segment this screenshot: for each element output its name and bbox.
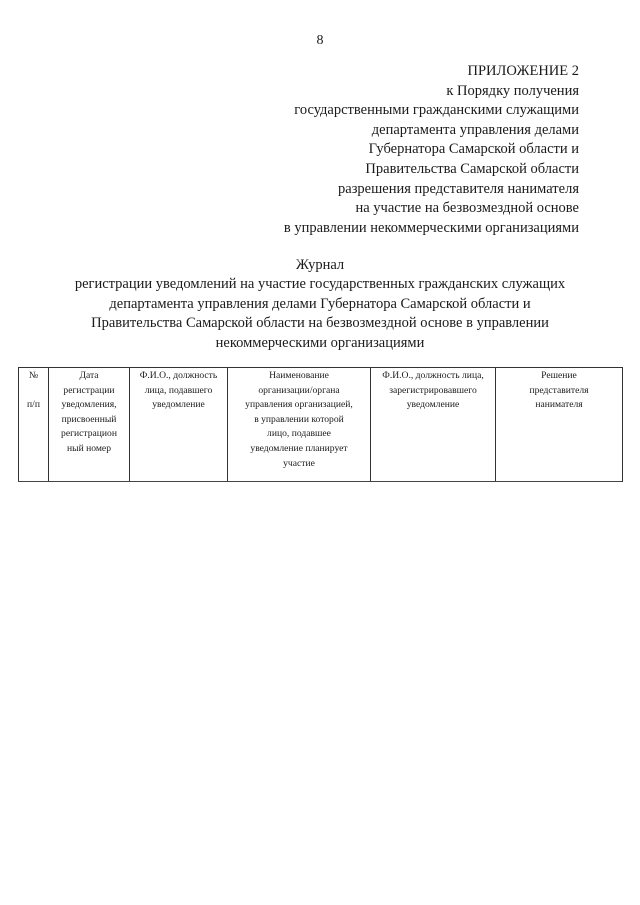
- appendix-line: разрешения представителя нанимателя: [338, 180, 579, 197]
- journal-title: Журнал: [295, 257, 345, 273]
- journal-subtitle-line: регистрации уведомлений на участие государственных гражданских служащих: [74, 276, 566, 293]
- column-header-organization: Наименование организации/органа управления организацией, в управлении которой лицо, подавшее уведомление планирует участие: [228, 368, 371, 482]
- table-bottom-rule: [18, 481, 622, 482]
- journal-subtitle-line: Правительства Самарской области на безвозмездной основе в управлении: [91, 315, 549, 332]
- column-header-registrar: Ф.И.О., должность лица, зарегистрировавшего уведомление: [371, 368, 496, 482]
- appendix-line: Правительства Самарской области: [365, 160, 579, 177]
- appendix-line: департамента управления делами: [371, 121, 579, 138]
- journal-subtitle-line: департамента управления делами Губернатора Самарской области и: [109, 295, 531, 312]
- appendix-block: [284, 62, 579, 238]
- column-header-decision: Решение представителя нанимателя: [496, 368, 623, 482]
- page-number: 8: [316, 33, 324, 48]
- table-header-row: [19, 368, 623, 482]
- journal-subtitle-line: некоммерческими организациями: [215, 334, 425, 351]
- journal-heading: [40, 256, 600, 353]
- appendix-line: ПРИЛОЖЕНИЕ 2: [467, 63, 579, 79]
- appendix-line: к Порядку получения: [446, 82, 579, 99]
- registration-log-table: [18, 367, 623, 482]
- appendix-line: в управлении некоммерческими организациями: [283, 219, 579, 236]
- appendix-line: на участие на безвозмездной основе: [355, 200, 579, 217]
- appendix-line: Губернатора Самарской области и: [368, 141, 579, 158]
- appendix-line: государственными гражданскими служащими: [294, 102, 579, 119]
- column-header-submitter: Ф.И.О., должность лица, подавшего уведомление: [130, 368, 228, 482]
- column-header-number: № п/п: [19, 368, 49, 482]
- column-header-registration-date: Дата регистрации уведомления, присвоенный регистрацион ный номер: [49, 368, 130, 482]
